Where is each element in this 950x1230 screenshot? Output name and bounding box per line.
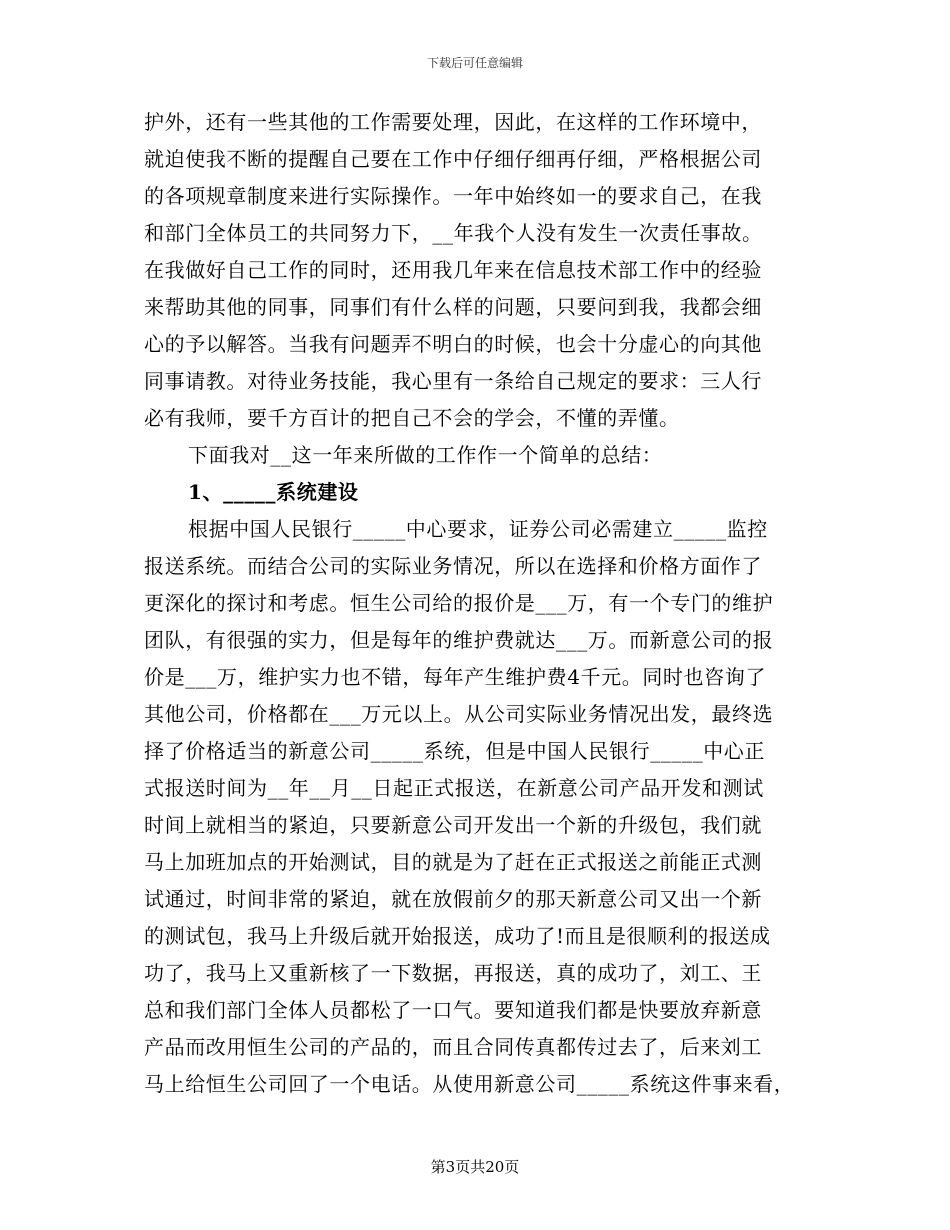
body-line: 就迫使我不断的提醒自己要在工作中仔细仔细再仔细，严格根据公司	[144, 147, 762, 171]
page-header: 下载后可任意编辑	[426, 56, 523, 70]
body-line: 同事请教。对待业务技能，我心里有一条给自己规定的要求：三人行	[144, 369, 762, 393]
body-line: 和部门全体员工的共同努力下，__年我个人没有发生一次责任事故。	[144, 221, 763, 245]
section-heading: 1、_____系统建设	[188, 480, 359, 504]
body-line: 时间上就相当的紧迫，只要新意公司开发出一个新的升级包，我们就	[144, 813, 762, 837]
body-line: 心的予以解答。当我有问题弄不明白的时候，也会十分虚心的向其他	[144, 332, 762, 356]
body-line: 必有我师，要千方百计的把自己不会的学会，不懂的弄懂。	[144, 406, 680, 430]
body-line: 下面我对__这一年来所做的工作作一个简单的总结：	[188, 443, 663, 467]
body-line: 产品而改用恒生公司的产品的，而且合同传真都传过去了，后来刘工	[144, 1035, 762, 1059]
body-line: 在我做好自己工作的同时，还用我几年来在信息技术部工作中的经验	[144, 258, 762, 282]
body-line: 式报送时间为__年__月__日起正式报送，在新意公司产品开发和测试	[144, 776, 764, 800]
body-line: 的测试包，我马上升级后就开始报送，成功了!而且是很顺利的报送成	[144, 924, 771, 948]
body-line: 报送系统。而结合公司的实际业务情况，所以在选择和价格方面作了	[144, 554, 762, 578]
body-line: 其他公司，价格都在___万元以上。从公司实际业务情况出发，最终选	[144, 702, 774, 726]
body-line: 的各项规章制度来进行实际操作。一年中始终如一的要求自己，在我	[144, 184, 762, 208]
body-line: 根据中国人民银行_____中心要求，证券公司必需建立_____监控	[188, 517, 768, 541]
document-body	[144, 104, 824, 1103]
body-line: 总和我们部门全体人员都松了一口气。要知道我们都是快要放弃新意	[144, 998, 762, 1022]
body-line: 马上给恒生公司回了一个电话。从使用新意公司_____系统这件事来看，	[144, 1072, 795, 1096]
body-line: 护外，还有一些其他的工作需要处理，因此，在这样的工作环境中，	[144, 110, 762, 134]
body-line: 马上加班加点的开始测试，目的就是为了赶在正式报送之前能正式测	[144, 850, 762, 874]
body-line: 更深化的探讨和考虑。恒生公司给的报价是___万，有一个专门的维护	[144, 591, 774, 615]
body-line: 团队，有很强的实力，但是每年的维护费就达___万。而新意公司的报	[144, 628, 774, 652]
body-line: 择了价格适当的新意公司_____系统，但是中国人民银行_____中心正	[144, 739, 765, 763]
body-line: 价是___万，维护实力也不错，每年产生维护费4千元。同时也咨询了	[144, 665, 766, 689]
page-number-footer: 第3页共20页	[430, 1158, 520, 1176]
body-line: 来帮助其他的同事，同事们有什么样的问题，只要问到我，我都会细	[144, 295, 762, 319]
body-line: 功了，我马上又重新核了一下数据，再报送，真的成功了，刘工、王	[144, 961, 762, 985]
body-line: 试通过，时间非常的紧迫，就在放假前夕的那天新意公司又出一个新	[144, 887, 762, 911]
